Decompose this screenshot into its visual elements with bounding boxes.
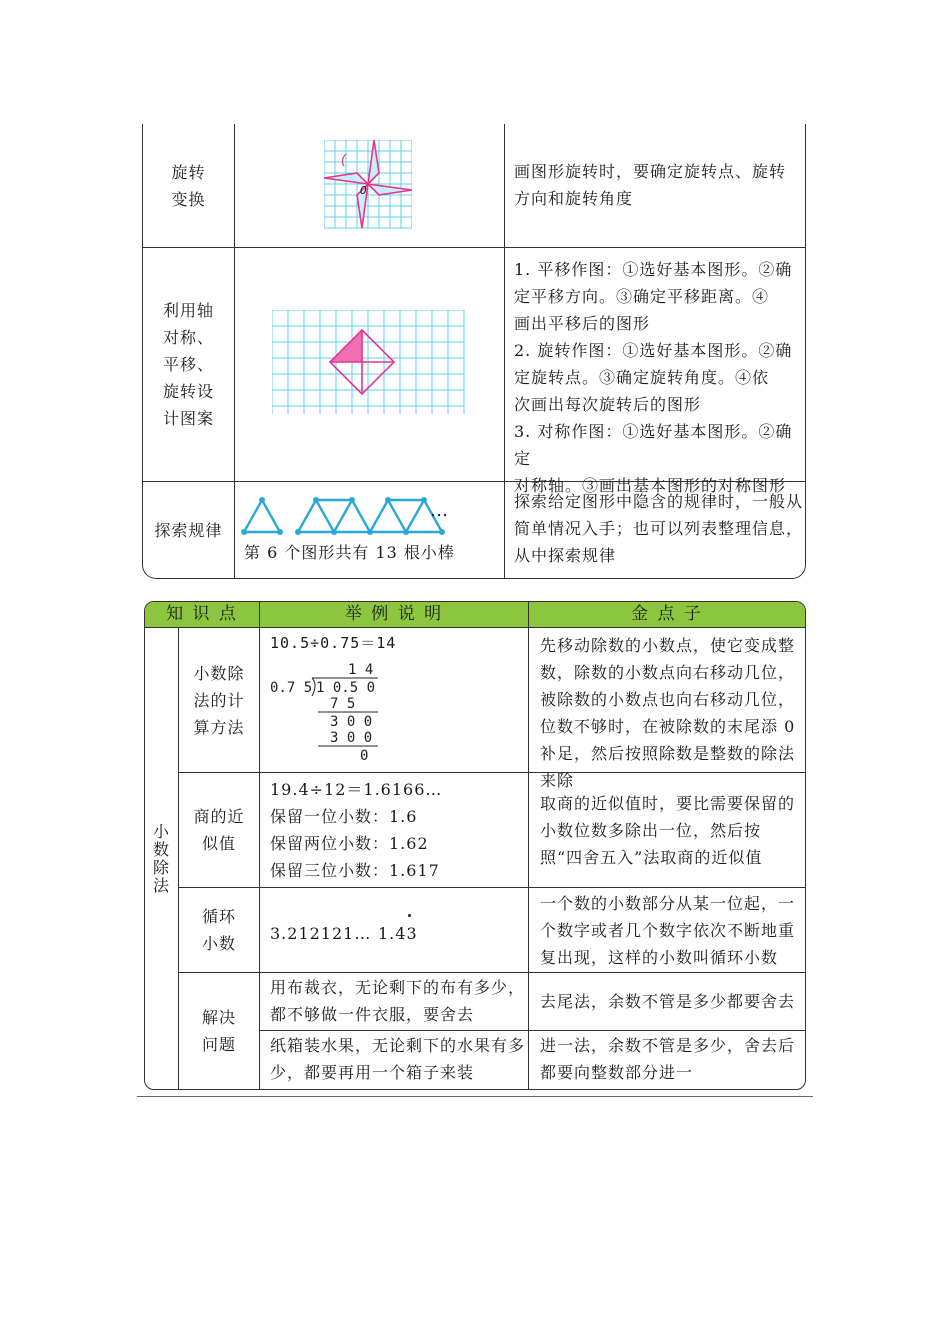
row-label-rotation: 旋转 变换: [171, 162, 206, 209]
row-label-problem-solving: 解决 问题: [201, 1008, 236, 1054]
problem-example-2: 纸箱装水果，无论剩下的水果有多少，都要再用一个箱子来装: [270, 1036, 526, 1082]
tip-division-method: 先移动除数的小数点，使它变成整数，除数的小数点向右移动几位，被除数的小数点也向右移动几位，位数不够时，在被除数的末尾添 0 补足，然后按照除数是整数的除法来除: [540, 636, 796, 790]
row-label-pattern: 探索规律: [154, 521, 223, 540]
header-tips: 金 点 子: [631, 604, 703, 624]
tip-recurring-decimal: 一个数的小数部分从某一位起，一个数字或者几个数字依次不断地重复出现，这样的小数叫循环小数: [540, 894, 796, 967]
design-figure: [272, 310, 466, 416]
long-division: [266, 660, 396, 770]
pattern-caption: 第 6 个图形共有 13 根小棒: [244, 543, 455, 562]
svg-text:0: 0: [360, 748, 369, 764]
page-bottom-rule: [137, 1096, 813, 1097]
header-example: 举 例 说 明: [344, 604, 444, 624]
ellipsis: …: [430, 500, 448, 521]
triangle-sequence: [240, 492, 455, 538]
row-label-design: 利用轴 对称、 平移、 旋转设 计图案: [162, 301, 214, 428]
group-label-decimal-division: 小 数 除 法: [152, 821, 170, 895]
svg-text:7 5: 7 5: [330, 696, 356, 712]
recurring-example-b: 1.43: [378, 924, 418, 943]
recurring-example-a: 3.212121…: [270, 924, 372, 943]
svg-text:1 4: 1 4: [348, 662, 374, 678]
approx-examples: 19.4÷12＝1.6166… 保留一位小数：1.6 保留两位小数：1.62 保留三位小数：1.617: [270, 780, 443, 880]
division-equation: 10.5÷0.75＝14: [270, 634, 397, 652]
tip-design: 1. 平移作图：①选好基本图形。②确 定平移方向。③确定平移距离。④ 画出平移后的图形 2. 旋转作图：①选好基本图形。②确 定旋转点。③确定旋转角度。④依 次画出每次旋转后的图形 3. 对称作图：①选好基本图形。②确定 对称轴。③画出基本图形的对称图形: [514, 260, 793, 495]
rotation-figure: [324, 140, 412, 230]
recurring-dot: [408, 914, 411, 917]
row-label-recurring-decimal: 循环 小数: [201, 907, 236, 953]
problem-tip-1: 去尾法，余数不管是多少都要舍去: [540, 992, 796, 1011]
row-label-approx-quotient: 商的近 似值: [193, 807, 245, 853]
tip-rotation: 画图形旋转时，要确定旋转点、旋转方向和旋转角度: [514, 162, 787, 208]
svg-text:0.7 5: 0.7 5: [270, 680, 313, 696]
svg-text:3 0 0: 3 0 0: [330, 730, 373, 746]
tip-pattern: 探索给定图形中隐含的规律时，一般从简单情况入手；也可以列表整理信息，从中探索规律: [514, 492, 804, 565]
svg-text:3 0 0: 3 0 0: [330, 714, 373, 730]
row-label-division-method: 小数除 法的计 算方法: [193, 663, 245, 737]
problem-example-1: 用布裁衣，无论剩下的布有多少，都不够做一件衣服，要舍去: [270, 978, 526, 1024]
header-knowledge: 知 识 点: [166, 604, 238, 624]
svg-text:1 0.5 0: 1 0.5 0: [316, 680, 376, 696]
problem-tip-2: 进一法，余数不管是多少，舍去后都要向整数部分进一: [540, 1036, 796, 1082]
tip-approx-quotient: 取商的近似值时，要比需要保留的小数位数多除出一位，然后按照“四舍五入”法取商的近似值: [540, 794, 796, 867]
point-o: O: [360, 184, 367, 197]
